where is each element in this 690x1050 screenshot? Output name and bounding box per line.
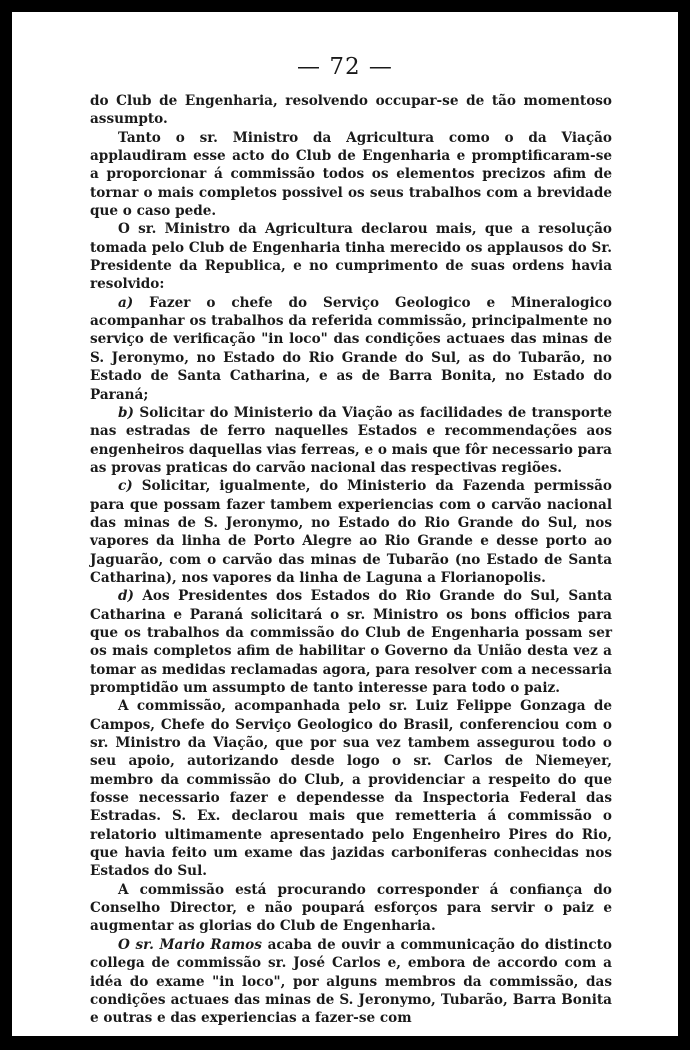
paragraph-text: Solicitar, igualmente, do Ministerio da Fazenda permissão para que possam fazer tambem experiencias com o carvão nacional das minas de S. Jeronymo, no Estado do Rio Grande do Sul, nos vapores da linha de Porto Alegre ao Rio Grande e desse porto ao Jaguarão, com o carvão das minas de Tubarão (no Estado de Santa Catharina), nos vapores da linha de Laguna a Florianopolis. — [90, 478, 612, 586]
item-label: d) — [118, 588, 134, 605]
paragraph-text: Solicitar do Ministerio da Viação as facilidades de transporte nas estradas de ferro naquelles Estados e recommendações aos engenheiros daquellas vias ferreas, e o mais que fôr necessario para as provas praticas do carvão nacional das respectivas regiões. — [90, 404, 612, 476]
document-page — [12, 12, 678, 1036]
paragraph-text: O sr. Ministro da Agricultura declarou mais, que a resolução tomada pelo Club de Engenharia tinha merecido os applausos do Sr. Presidente da Republica, e no cumprimento de suas ordens havia resolvido: — [90, 221, 612, 293]
paragraph-text: Tanto o sr. Ministro da Agricultura como o da Viação applaudiram esse acto do Club de Engenharia e promptificaram-se a proporcionar á commissão todos os elementos precizos afim de tornar o mais completos possivel os seus trabalhos com a brevidade que o caso pede. — [90, 129, 612, 220]
paragraph-text: acaba de ouvir a communicação do distincto collega de commissão sr. José Carlos e, embora de accordo com a idéa do exame "in loco", por alguns membros da commissão, das condições actuaes das minas de S. Jeronymo, Tubarão, Barra Bonita e outras e das experiencias a fazer-se com — [90, 936, 612, 1027]
paragraph — [90, 129, 612, 221]
paragraph-text: Aos Presidentes dos Estados do Rio Grande do Sul, Santa Catharina e Paraná solicitará o sr. Ministro os bons officios para que os trabalhos da commissão do Club de Engenharia possam ser os mais completos afim de habilitar o Governo da União desta vez a tomar as medidas reclamadas agora, para resolver com a necessaria promptidão um assumpto de tanto interesse para todo o paiz. — [90, 588, 612, 696]
paragraph-text: do Club de Engenharia, resolvendo occupar-se de tão momentoso assumpto. — [90, 93, 612, 128]
list-item-a — [90, 294, 612, 404]
paragraph — [90, 936, 612, 1028]
paragraph — [90, 881, 612, 936]
paragraph — [90, 220, 612, 293]
list-item-b — [90, 404, 612, 477]
item-label: b) — [118, 404, 134, 421]
page-number: — 72 — — [297, 54, 393, 80]
list-item-c — [90, 477, 612, 587]
body-text — [90, 92, 612, 1028]
paragraph-text: A commissão está procurando corresponder á confiança do Conselho Director, e não poupará esforços para servir o paiz e augmentar as glorias do Club de Engenharia. — [90, 881, 612, 935]
list-item-d — [90, 587, 612, 697]
speaker-name: O sr. Mario Ramos — [118, 936, 262, 953]
paragraph-text: A commissão, acompanhada pelo sr. Luiz Felippe Gonzaga de Campos, Chefe do Serviço Geologico do Brasil, conferenciou com o sr. Ministro da Viação, que por sua vez tambem assegurou todo o seu apoio, autorizando desde logo o sr. Carlos de Niemeyer, membro da commissão do Club, a providenciar a respeito do que fosse necessario fazer e dependesse da Inspectoria Federal das Estradas. S. Ex. declarou mais que remetteria á commissão o relatorio ultimamente apresentado pelo Engenheiro Pires do Rio, que havia feito um exame das jazidas carboniferas conhecidas nos Estados do Sul. — [90, 698, 612, 880]
paragraph-text: Fazer o chefe do Serviço Geologico e Mineralogico acompanhar os trabalhos da referida commissão, principalmente no serviço de verificação "in loco" das condições actuaes das minas de S. Jeronymo, no Estado do Rio Grande do Sul, as do Tubarão, no Estado de Santa Catharina, e as de Barra Bonita, no Estado do Paraná; — [90, 294, 612, 403]
paragraph — [90, 697, 612, 880]
item-label: c) — [118, 478, 133, 495]
paragraph-continuation — [90, 92, 612, 129]
item-label: a) — [118, 294, 134, 311]
